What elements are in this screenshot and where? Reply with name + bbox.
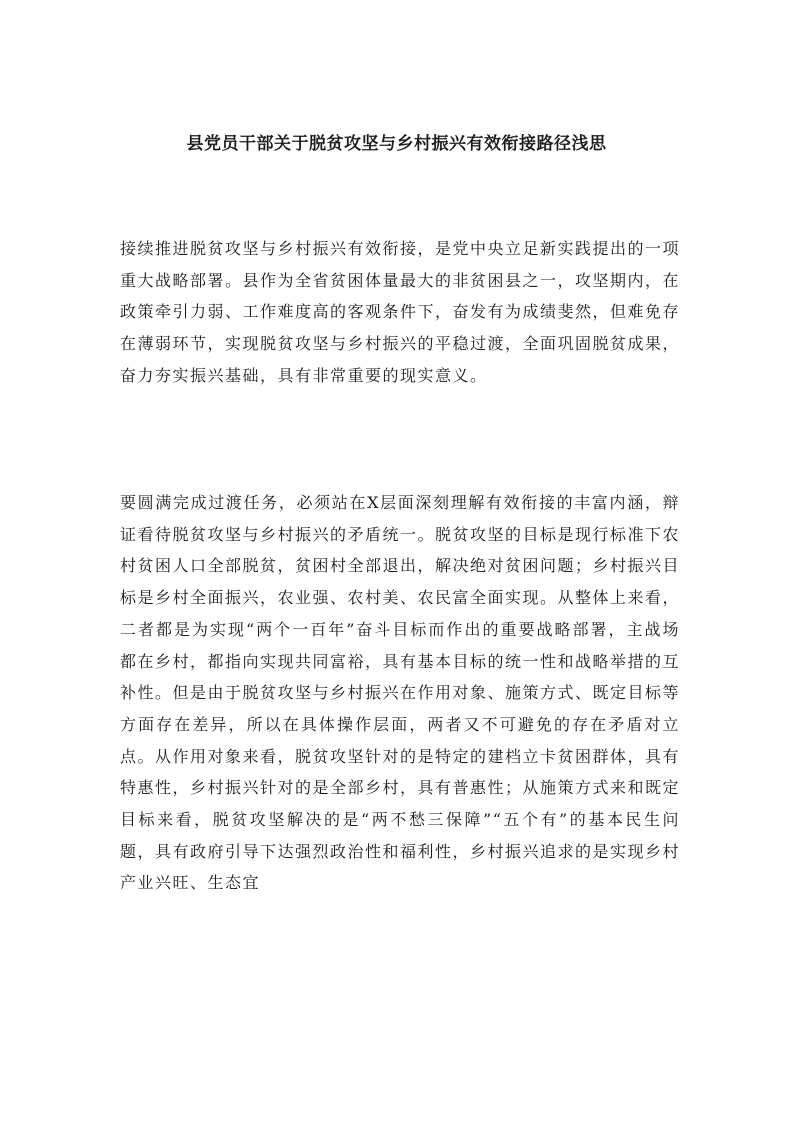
paragraph-intro: 接续推进脱贫攻坚与乡村振兴有效衔接，是党中央立足新实践提出的一项重大战略部署。县作为全省贫困体量最大的非贫困县之一，攻坚期内，在政策牵引力弱、工作难度高的客观条件下，奋发有为成绩斐然，但难免存在薄弱环节，实现脱贫攻坚与乡村振兴的平稳过渡，全面巩固脱贫成果，奋力夯实振兴基础，具有非常重要的现实意义。 bbox=[120, 239, 681, 385]
paragraph-body: 要圆满完成过渡任务，必须站在X层面深刻理解有效衔接的丰富内涵，辩证看待脱贫攻坚与乡村振兴的矛盾统一。脱贫攻坚的目标是现行标准下农村贫困人口全部脱贫，贫困村全部退出，解决绝对贫困问题；乡村振兴目标是乡村全面振兴，农业强、农村美、农民富全面实现。从整体上来看，二者都是为实现“两个一百年”奋斗目标而作出的重要战略部署，主战场都在乡村，都指向实现共同富裕，具有基本目标的统一性和战略举措的互补性。但是由于脱贫攻坚与乡村振兴在作用对象、施策方式、既定目标等方面存在差异，所以在具体操作层面，两者又不可避免的存在矛盾对立点。从作用对象来看，脱贫攻坚针对的是特定的建档立卡贫困群体，具有特惠性，乡村振兴针对的是全部乡村，具有普惠性；从施策方式来和既定目标来看，脱贫攻坚解决的是“两不愁三保障”“五个有”的基本民生问题，具有政府引导下达强烈政治性和福利性，乡村振兴追求的是实现乡村产业兴旺、生态宜 bbox=[120, 493, 681, 893]
document-title: 县党员干部关于脱贫攻坚与乡村振兴有效衔接路径浅思 bbox=[186, 134, 607, 154]
